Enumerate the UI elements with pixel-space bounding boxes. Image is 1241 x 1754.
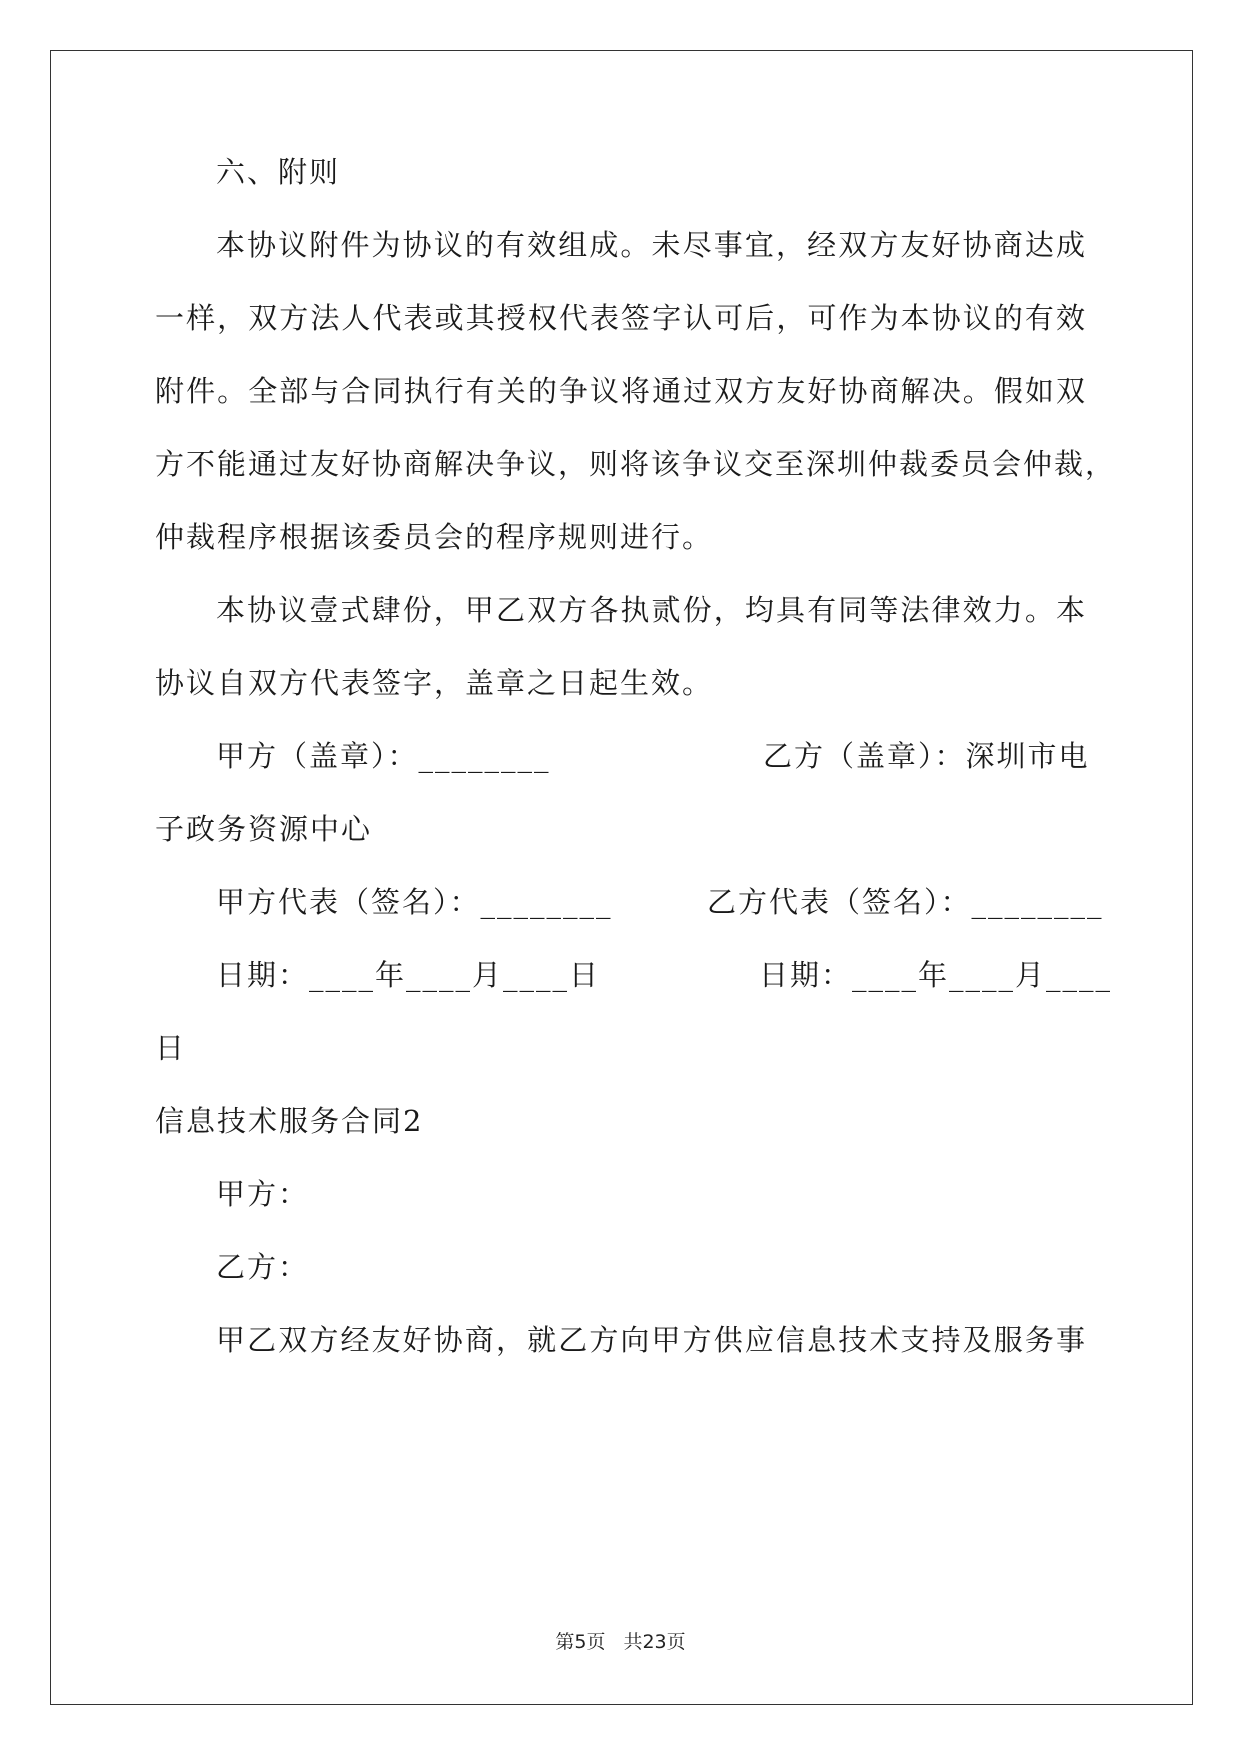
contract-2-title: 信息技术服务合同2	[155, 1104, 424, 1138]
paragraph-2-line-1: 本协议壹式肆份，甲乙双方各执贰份，均具有同等法律效力。本	[216, 593, 1087, 627]
contract-2-party-a: 甲方：	[216, 1177, 310, 1211]
page-total: 共23页	[623, 1631, 686, 1653]
paragraph-2-line-2: 协议自双方代表签字，盖章之日起生效。	[155, 666, 714, 700]
party-b-seal-continued: 子政务资源中心	[155, 812, 373, 846]
party-b-date-continued: 日	[155, 1031, 187, 1065]
party-b-seal: 乙方（盖章）：深圳市电	[763, 739, 1090, 773]
section-heading: 六、附则	[216, 155, 341, 189]
party-a-seal: 甲方（盖章）：________	[216, 739, 551, 773]
paragraph-1-line-1: 本协议附件为协议的有效组成。未尽事宜，经双方友好协商达成	[216, 228, 1087, 262]
contract-2-intro: 甲乙双方经友好协商，就乙方向甲方供应信息技术支持及服务事	[216, 1323, 1087, 1357]
page-footer	[0, 1630, 1241, 1654]
party-b-date: 日期：____年____月____	[759, 958, 1113, 992]
paragraph-1-line-2: 一样，双方法人代表或其授权代表签字认可后，可作为本协议的有效	[155, 301, 1087, 335]
paragraph-1-line-5: 仲裁程序根据该委员会的程序规则进行。	[155, 520, 714, 554]
paragraph-1-line-4: 方不能通过友好协商解决争议，则将该争议交至深圳仲裁委员会仲裁，	[155, 447, 1117, 481]
contract-2-party-b: 乙方：	[216, 1250, 310, 1284]
party-b-representative: 乙方代表（签名）：________	[707, 885, 1104, 919]
party-a-date: 日期：____年____月____日	[216, 958, 601, 992]
page-number: 第5页	[555, 1631, 606, 1653]
paragraph-1-line-3: 附件。全部与合同执行有关的争议将通过双方友好协商解决。假如双	[155, 374, 1087, 408]
party-a-representative: 甲方代表（签名）：________	[216, 885, 613, 919]
